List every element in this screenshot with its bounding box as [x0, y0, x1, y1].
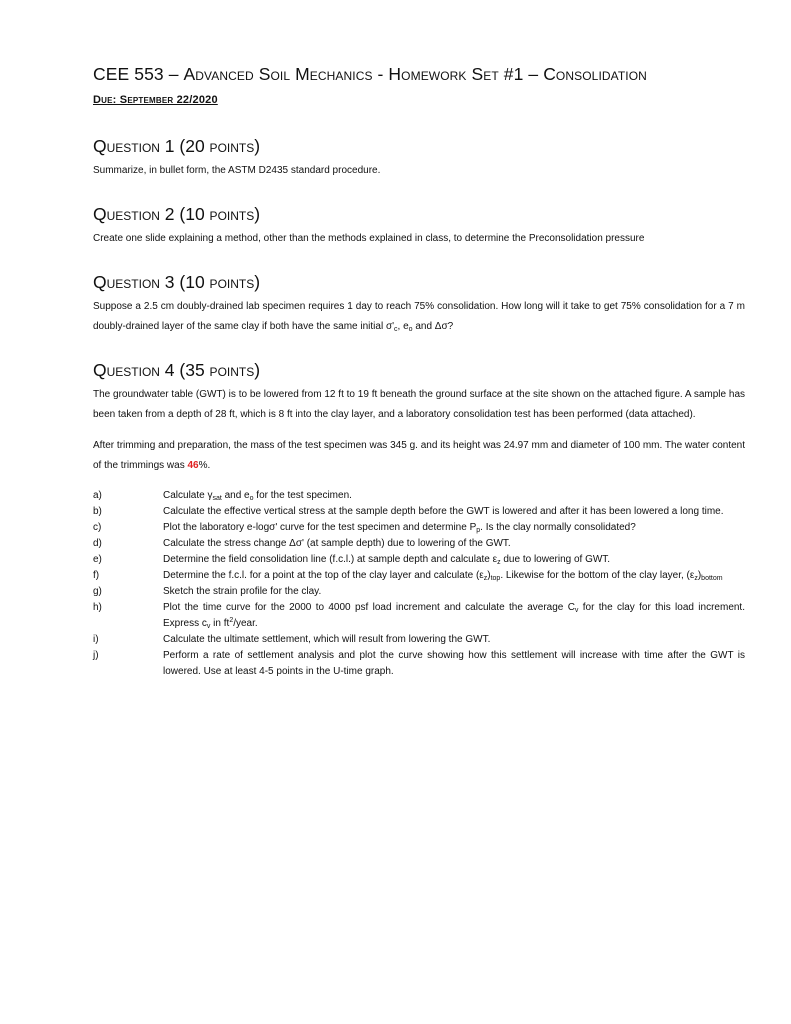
question-4-paragraph-1: The groundwater table (GWT) is to be lowered from 12 ft to 19 ft beneath the ground surface at the site shown on the attached figure. A sample has been taken from a depth of 28 ft, which is 8 ft into the clay layer, and a laboratory consolidation test has been performed (data attached).: [93, 389, 745, 420]
list-item: [93, 632, 745, 648]
water-content-value: 46: [187, 460, 199, 471]
list-item-label: c): [93, 522, 102, 533]
due-date: Due: September 22/2020: [93, 94, 218, 106]
list-item-text: Determine the field consolidation line (f.c.l.) at sample depth and calculate $\varepsilon_z$ due to lowering of GWT.: [163, 554, 611, 566]
list-item-label: b): [93, 506, 102, 517]
question-3: [93, 272, 745, 337]
document-title: [93, 64, 745, 85]
list-item: [93, 584, 745, 600]
list-item: [93, 504, 745, 520]
question-1-heading: Question 1 (20 points): [93, 136, 261, 156]
list-item-text: Calculate the stress change Δσ' (at sample depth) due to lowering of the GWT.: [163, 538, 511, 549]
list-item: [93, 568, 745, 584]
list-item-label: f): [93, 570, 100, 581]
list-item: [93, 488, 745, 504]
list-item: [93, 600, 745, 632]
list-item-label: a): [93, 490, 102, 501]
question-4-items: [93, 488, 745, 680]
list-item-label: j): [93, 650, 99, 661]
list-item-label: i): [93, 634, 99, 645]
list-item-text: Plot the time curve for the 2000 to 4000 psf load increment and calculate the average $C_v$ for the clay for this load increment. Express $c_v$ in $ft^2$/year.: [163, 602, 745, 630]
list-item-text: Calculate the effective vertical stress at the sample depth before the GWT is lowered and after it has been lowered a long time.: [163, 506, 724, 517]
list-item-text: Sketch the strain profile for the clay.: [163, 586, 322, 597]
question-3-heading: Question 3 (10 points): [93, 272, 261, 292]
list-item-text: Calculate $\gamma_{sat}$ and $e_o$ for the test specimen.: [163, 490, 352, 502]
question-4: [93, 360, 745, 680]
question-2-text: Create one slide explaining a method, other than the methods explained in class, to determine the Preconsolidation pressure: [93, 233, 645, 244]
question-3-text: Suppose a 2.5 cm doubly-drained lab specimen requires 1 day to reach 75% consolidation. How long will it take to get 75% consolidation for a 7 m doubly-drained layer of the same clay if both have the same initial $\sigma'_c$, $e_o$ and Δσ?: [93, 301, 745, 333]
question-2: [93, 204, 745, 249]
list-item: [93, 648, 745, 680]
question-1-text: Summarize, in bullet form, the ASTM D2435 standard procedure.: [93, 165, 381, 176]
title-rest: Advanced Soil Mechanics - Homework Set #1 – Consolidation: [183, 64, 647, 84]
title-course: CEE 553 –: [93, 64, 184, 84]
list-item-label: e): [93, 554, 102, 565]
list-item-text: Plot the laboratory e-logσ' curve for the test specimen and determine $P_p$. Is the clay normally consolidated?: [163, 522, 636, 534]
list-item-text: Determine the f.c.l. for a point at the top of the clay layer and calculate $(\varepsilon_z)_{top}$. Likewise for the bottom of the clay layer, $(\varepsilon_z)_{bottom}$: [163, 570, 723, 582]
list-item-text: Perform a rate of settlement analysis and plot the curve showing how this settlement will increase with time after the GWT is lowered. Use at least 4-5 points in the U-time graph.: [163, 650, 745, 677]
list-item-text: Calculate the ultimate settlement, which will result from lowering the GWT.: [163, 634, 491, 645]
list-item-label: d): [93, 538, 102, 549]
question-4-heading: Question 4 (35 points): [93, 360, 261, 380]
list-item: [93, 536, 745, 552]
question-1: [93, 136, 745, 181]
list-item: [93, 520, 745, 536]
homework-document: [93, 64, 745, 680]
list-item: [93, 552, 745, 568]
list-item-label: h): [93, 602, 102, 613]
question-2-heading: Question 2 (10 points): [93, 204, 261, 224]
question-4-paragraph-2: After trimming and preparation, the mass of the test specimen was 345 g. and its height was 24.97 mm and diameter of 100 mm. The water content of the trimmings was 46%.: [93, 440, 745, 471]
list-item-label: g): [93, 586, 102, 597]
